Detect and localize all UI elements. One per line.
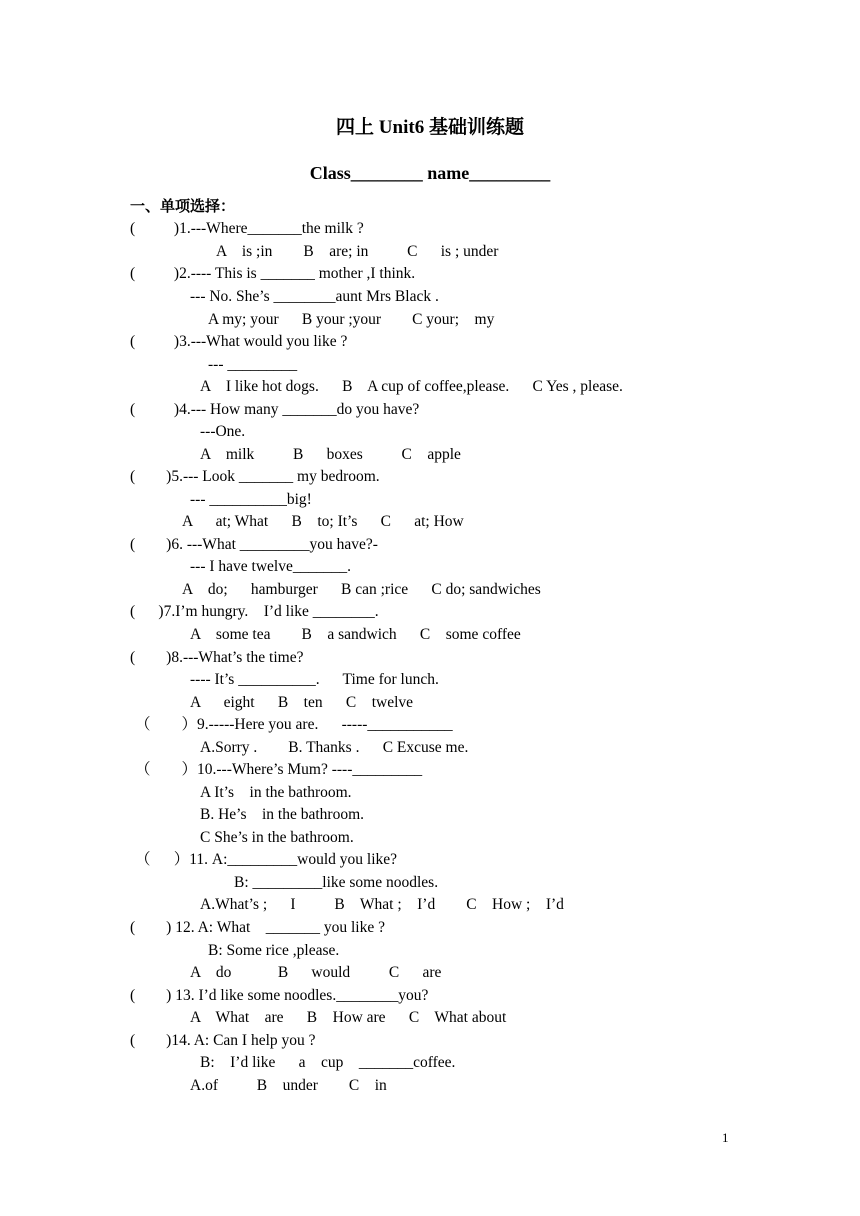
question-13-options: A What are B How are C What about [190,1009,507,1026]
question-8-reply: ---- It’s __________. Time for lunch. [190,671,439,688]
class-name-line: Class________ name_________ [309,163,551,183]
question-10: （ ）10.---Where’s Mum? ----_________ [135,761,423,778]
question-14: ( )14. A: Can I help you ? [130,1032,316,1049]
question-14-reply: B: I’d like a cup _______coffee. [200,1054,456,1071]
section-heading: 一、单项选择： [130,199,236,215]
question-10-option-c: C She’s in the bathroom. [200,829,354,846]
question-14-options: A.of B under C in [190,1077,387,1094]
question-3: ( )3.---What would you like ? [130,333,348,350]
question-4: ( )4.--- How many _______do you have? [130,401,420,418]
question-5-reply: --- __________big! [190,491,312,508]
question-10-option-a: A It’s in the bathroom. [200,784,352,801]
question-2-reply: --- No. She’s ________aunt Mrs Black . [190,288,439,305]
question-7-options: A some tea B a sandwich C some coffee [190,626,521,643]
question-2: ( )2.---- This is _______ mother ,I think. [130,265,416,282]
question-12-options: A do B would C are [190,964,442,981]
question-4-reply: ---One. [200,423,246,440]
question-11: （ ）11. A:_________would you like? [135,851,398,868]
question-9: （ ）9.-----Here you are. -----___________ [135,716,453,733]
question-13: ( ) 13. I’d like some noodles.________you? [130,987,429,1004]
document-title: 四上 Unit6 基础训练题 [336,117,524,138]
question-8-options: A eight B ten C twelve [190,694,414,711]
question-8: ( )8.---What’s the time? [130,649,304,666]
question-3-reply: --- _________ [208,356,298,373]
question-10-option-b: B. He’s in the bathroom. [200,806,365,823]
question-1: ( )1.---Where_______the milk ? [130,220,364,237]
question-12: ( ) 12. A: What _______ you like ? [130,919,386,936]
question-9-options: A.Sorry . B. Thanks . C Excuse me. [200,739,469,756]
question-5-options: A at; What B to; It’s C at; How [182,513,464,530]
question-6: ( )6. ---What _________you have?- [130,536,378,553]
question-2-options: A my; your B your ;your C your; my [208,311,495,328]
page-number: 1 [722,1130,729,1145]
question-7: ( )7.I’m hungry. I’d like ________. [130,603,379,620]
question-11-reply: B: _________like some noodles. [234,874,439,891]
question-4-options: A milk B boxes C apple [200,446,461,463]
question-11-options: A.What’s ; I B What ; I’d C How ; I’d [200,896,564,913]
question-5: ( )5.--- Look _______ my bedroom. [130,468,380,485]
question-1-options: A is ;in B are; in C is ; under [216,243,499,260]
question-6-options: A do; hamburger B can ;rice C do; sandwiches [182,581,541,598]
question-6-reply: --- I have twelve_______. [190,558,351,575]
question-12-reply: B: Some rice ,please. [208,942,340,959]
question-3-options: A I like hot dogs. B A cup of coffee,please. C Yes , please. [200,378,623,395]
